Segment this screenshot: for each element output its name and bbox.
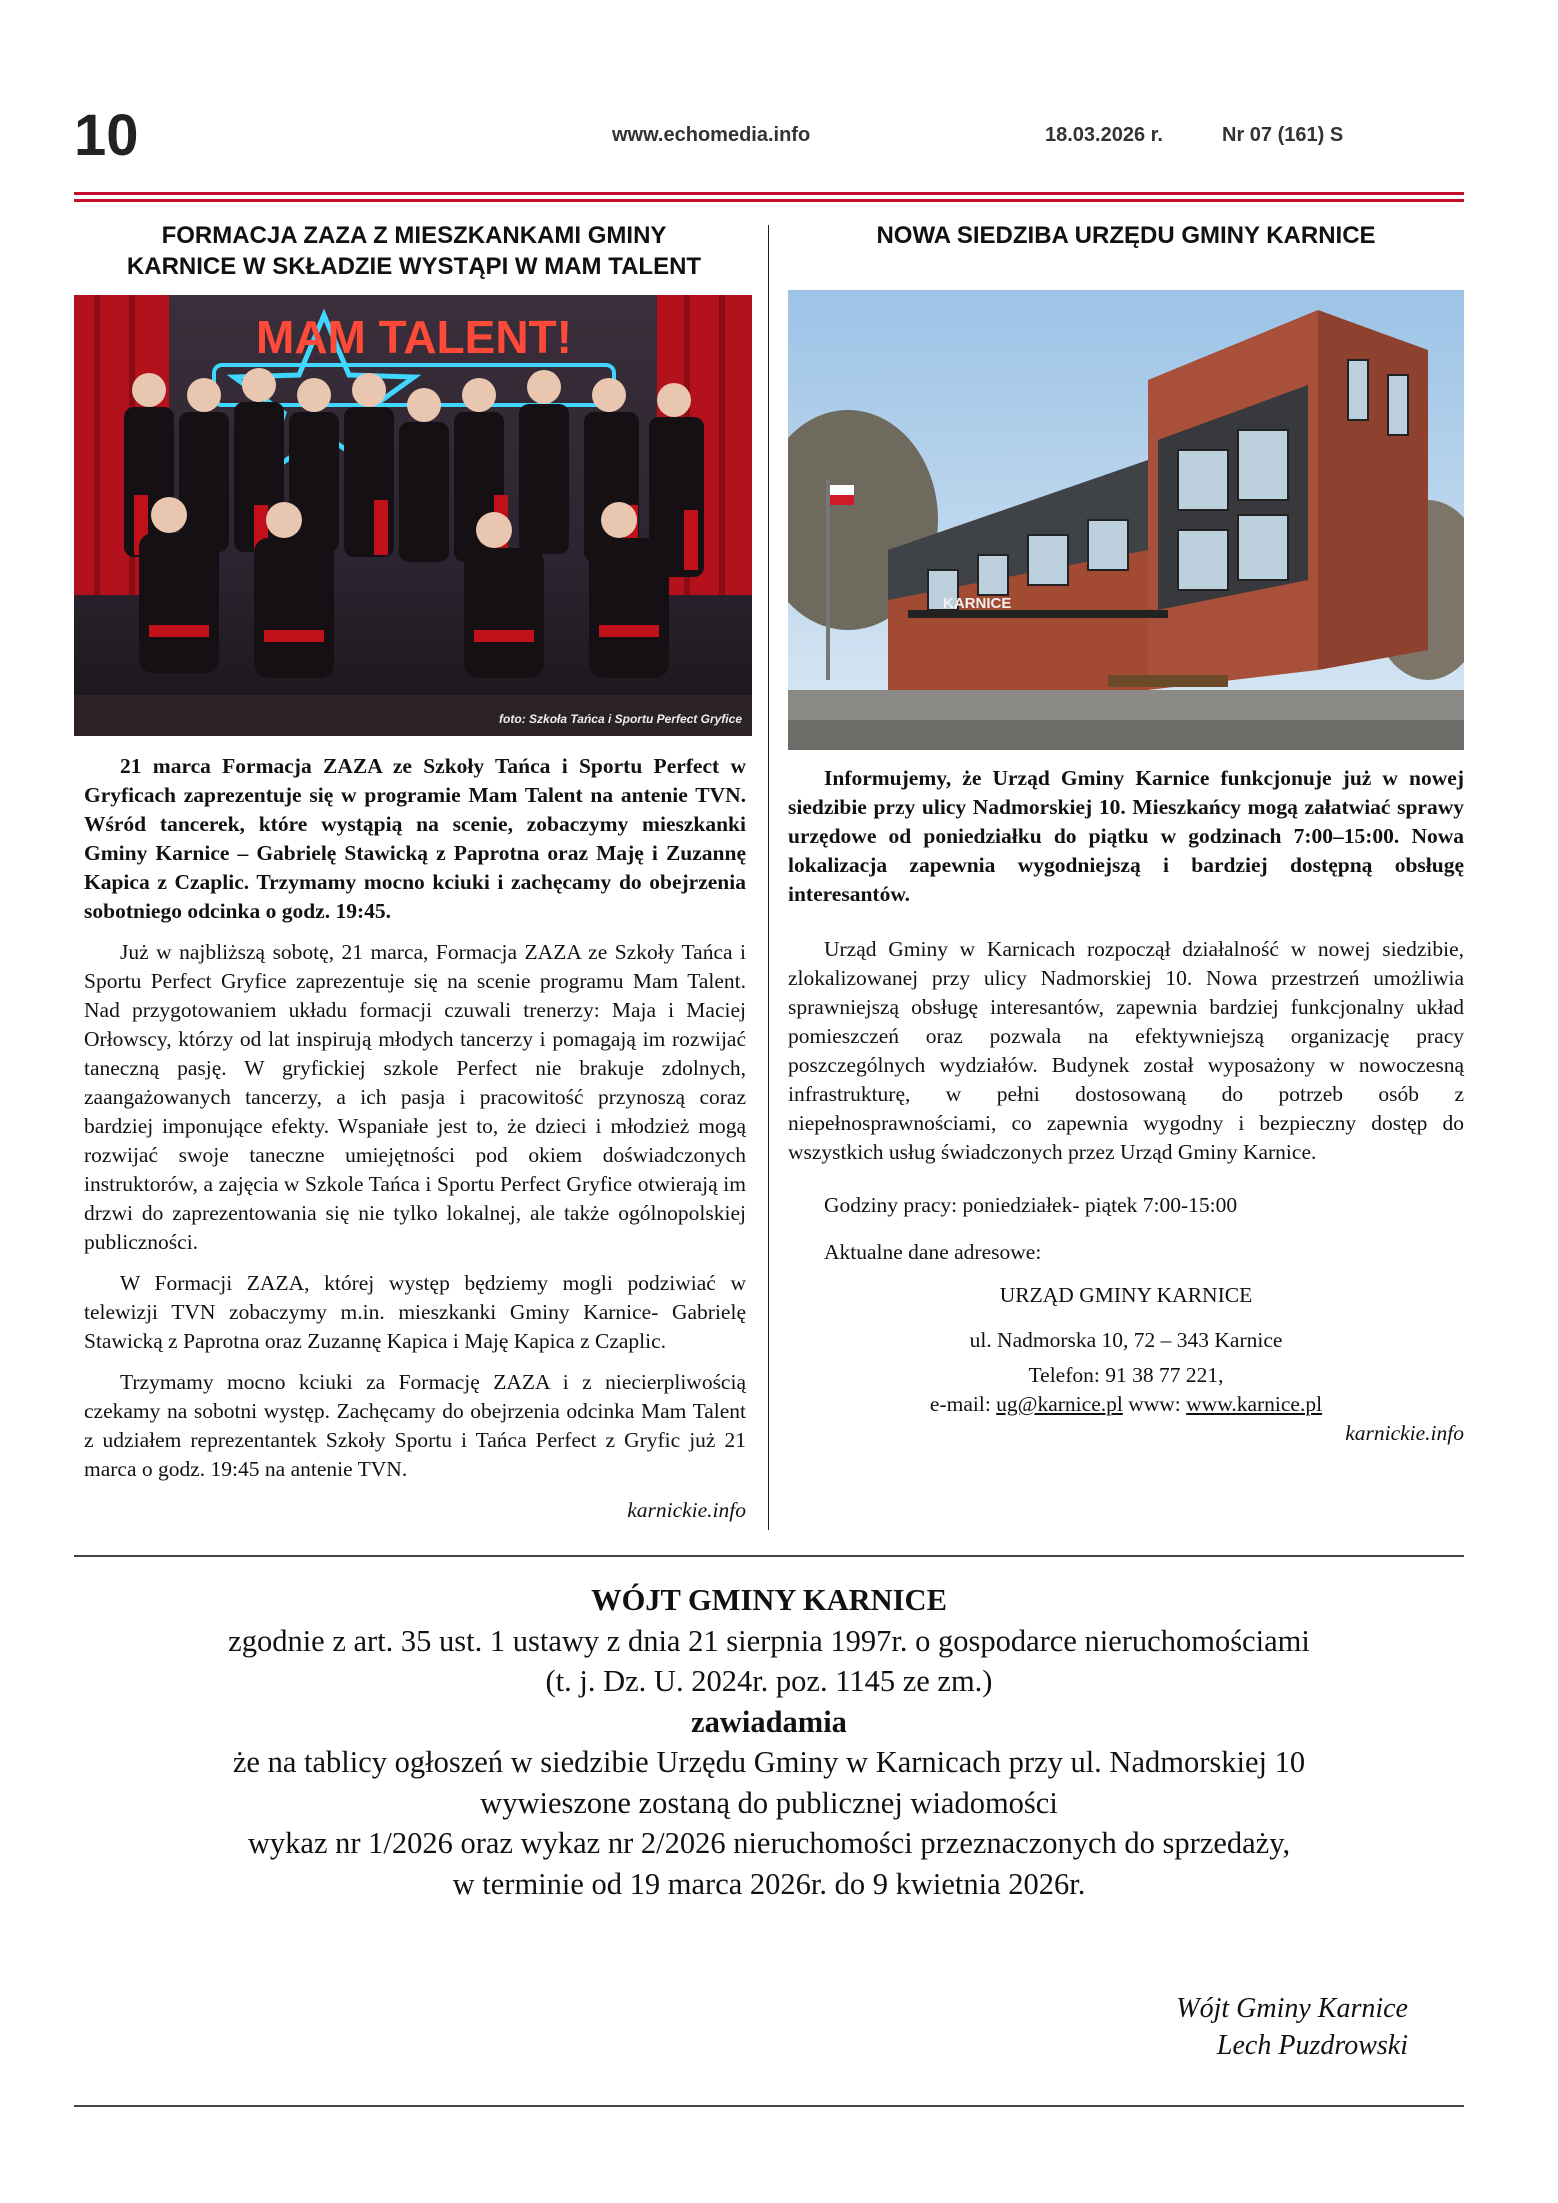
issue-number: Nr 07 (161) S <box>1222 124 1344 146</box>
mam-talent-neon-sign: MAM TALENT! <box>256 311 572 363</box>
notice-line-7: w terminie od 19 marca 2026r. do 9 kwietnia 2026r. <box>452 1866 1086 1901</box>
notice-title: WÓJT GMINY KARNICE <box>591 1583 947 1617</box>
issue-date: 18.03.2026 r. <box>1045 124 1163 146</box>
email-link[interactable]: ug@karnice.pl <box>996 1392 1123 1416</box>
left-headline-line-2: KARNICE W SKŁADZIE WYSTĄPI W MAM TALENT <box>126 253 702 280</box>
footer-divider <box>74 2105 1464 2107</box>
office-hours: Godziny pracy: poniedziałek- piątek 7:00-15:00 <box>824 1193 1238 1217</box>
right-article-body <box>788 764 1464 1460</box>
www-label: www: <box>1122 1392 1187 1416</box>
office-contacts <box>788 1390 1464 1419</box>
signature-title: Wójt Gminy Karnice <box>1176 1993 1408 2024</box>
left-headline-line-1: FORMACJA ZAZA Z MIESZKANKAMI GMINY <box>161 222 667 249</box>
notice-line-3: zawiadamia <box>691 1704 847 1739</box>
signature-name: Lech Puzdrowski <box>1216 2030 1408 2061</box>
right-article-paragraph-1: Urząd Gminy w Karnicach rozpoczął działalność w nowej siedzibie, zlokalizowanej przy ulicy Nadmorskiej 10. Nowa przestrzeń umożliwia sprawniejszą obsługę interesantów, zapewnia bardziej funkcjonalny układ pomieszczeń oraz pozwala na efektywniejszą organizację pracy poszczególnych wydziałów. Budynek został wyposażony w nowoczesną infrastrukturę, w pełni dostosowaną do potrzeb osób z niepełnosprawnościami, co zapewnia wygodny i bezpieczny dostęp do wszystkich usług świadczonych przez Urząd Gminy Karnice. <box>788 937 1464 1164</box>
notice-line-4: że na tablicy ogłoszeń w siedzibie Urzędu Gminy w Karnicach przy ul. Nadmorskiej 10 <box>232 1745 1306 1779</box>
section-divider <box>74 1555 1464 1557</box>
right-article-source: karnickie.info <box>1345 1421 1464 1445</box>
dance-group-illustration <box>74 295 752 736</box>
website-url[interactable]: www.echomedia.info <box>612 124 811 146</box>
office-phone: Telefon: 91 38 77 221, <box>1028 1363 1224 1387</box>
left-article-paragraph-3: Trzymamy mocno kciuki za Formację ZAZA i z niecierpliwością czekamy na sobotni występ. Zachęcamy do obejrzenia odcinka Mam Talent z udziałem reprezentantek Szkoły Sportu i Tańca Perfect z Gryfic już 21 marca o godz. 19:45 na antenie TVN. <box>84 1370 746 1481</box>
notice-line-6: wykaz nr 1/2026 oraz wykaz nr 2/2026 nieruchomości przeznaczonych do sprzedaży, <box>247 1826 1291 1860</box>
office-name: URZĄD GMINY KARNICE <box>999 1283 1253 1307</box>
left-article-headline <box>74 220 754 282</box>
address-label: Aktualne dane adresowe: <box>824 1240 1042 1264</box>
notice-line-1: zgodnie z art. 35 ust. 1 ustawy z dnia 21 sierpnia 1997r. o gospodarce nieruchomościami <box>228 1623 1310 1658</box>
official-notice <box>74 1580 1464 1904</box>
notice-line-2: (t. j. Dz. U. 2024r. poz. 1145 ze zm.) <box>545 1664 993 1698</box>
left-article-paragraph-1: Już w najbliższą sobotę, 21 marca, Formacja ZAZA ze Szkoły Tańca i Sportu Perfect Gryfice zaprezentuje się na scenie programu Mam Talent. Nad przygotowaniem układu formacji czuwali trenerzy: Maja i Maciej Orłowscy, którzy od lat inspirują młodych tancerzy i pomagają im rozwijać taneczną pasję. W gryfickiej szkole Perfect nie brakuje zdolnych, zaangażowanych tancerzy, a ich pasja i pracowitość przynoszą coraz bardziej imponujące efekty. Wspaniałe jest to, że dzieci i młodzież mogą rozwijać swoje taneczne umiejętności pod okiem doświadczonych instruktorów, a zajęcia w Szkole Tańca i Sportu Perfect Gryfice otwierają im drzwi do zaprezentowania się nie tylko lokalnej, ale także ogólnopolskiej publiczności. <box>84 940 746 1254</box>
photo-credit: foto: Szkoła Tańca i Sportu Perfect Gryfice <box>499 712 742 726</box>
dance-group-photo <box>74 295 752 736</box>
left-article-paragraph-2: W Formacji ZAZA, której występ będziemy mogli podziwiać w telewizji TVN zobaczymy m.in. mieszkanki Gminy Karnice- Gabrielę Stawicką z Paprotna oraz Zuzannę Kapica i Maję Kapica z Czaplic. <box>84 1271 746 1353</box>
signature-block <box>1176 1990 1408 2064</box>
website-link[interactable]: www.karnice.pl <box>1186 1392 1323 1416</box>
header-rule-top <box>74 192 1464 195</box>
notice-line-5: wywieszone zostaną do publicznej wiadomości <box>480 1785 1058 1820</box>
left-article-lead: 21 marca Formacja ZAZA ze Szkoły Tańca i Sportu Perfect w Gryficach zaprezentuje się w programie Mam Talent na antenie TVN. Wśród tancerek, które wystąpią na scenie, zobaczymy mieszkanki Gminy Karnice – Gabrielę Stawicką z Paprotna oraz Maję i Zuzannę Kapica z Czaplic. Trzymamy mocno kciuki i zachęcamy do obejrzenia sobotniego odcinka o godz. 19:45. <box>84 754 746 923</box>
office-street: ul. Nadmorska 10, 72 – 343 Karnice <box>969 1328 1283 1352</box>
town-hall-photo <box>788 290 1464 750</box>
left-article-body <box>84 752 746 1537</box>
page-number: 10 <box>74 103 139 168</box>
right-article-lead: Informujemy, że Urząd Gminy Karnice funkcjonuje już w nowej siedzibie przy ulicy Nadmorskiej 10. Mieszkańcy mogą załatwiać sprawy urzędowe od poniedziałku do piątku w godzinach 7:00–15:00. Nowa lokalizacja zapewnia wygodniejszą i bardziej dostępną obsługę interesantów. <box>788 766 1464 906</box>
left-article-source: karnickie.info <box>627 1498 746 1522</box>
town-hall-illustration <box>788 290 1464 750</box>
building-sign-karnice: KARNICE <box>943 595 1012 612</box>
right-article-headline: NOWA SIEDZIBA URZĘDU GMINY KARNICE <box>876 222 1376 249</box>
header-rule-bottom <box>74 199 1464 202</box>
email-label: e-mail: <box>929 1392 997 1416</box>
column-divider <box>768 225 769 1530</box>
